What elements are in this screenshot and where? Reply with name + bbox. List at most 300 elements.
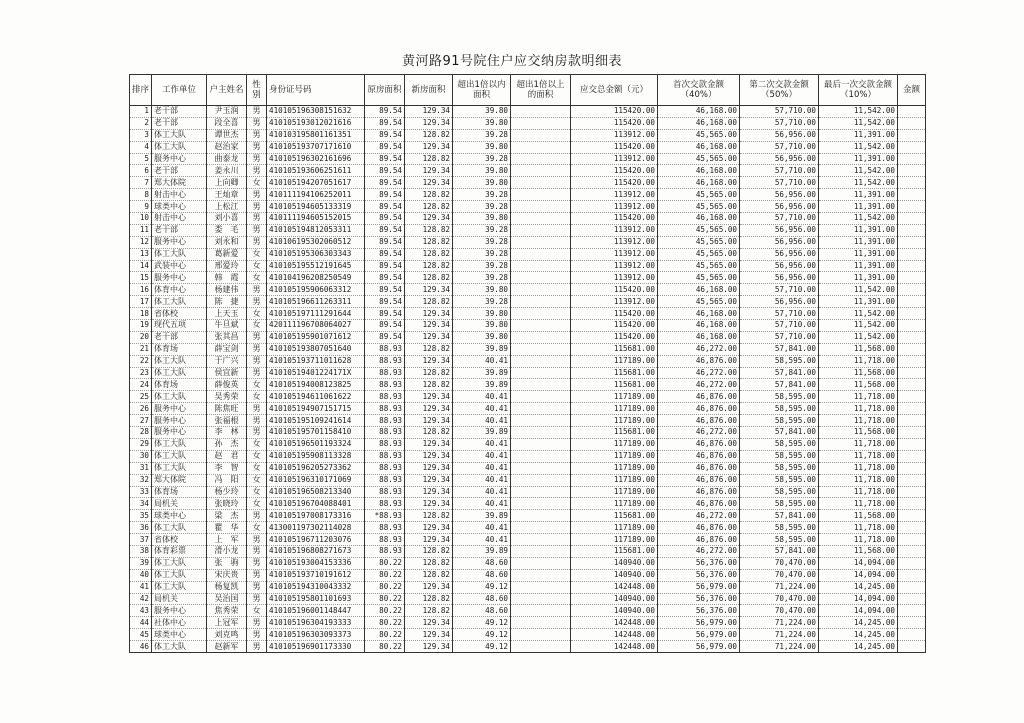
area-above-1x-cell xyxy=(511,308,571,320)
row-seq-cell: 22 xyxy=(130,355,152,367)
id-number-cell: 410105197111291644 xyxy=(267,308,365,320)
amount-cell xyxy=(898,260,926,272)
old-area-cell: 89.54 xyxy=(365,224,405,236)
area-within-1x-cell: 48.60 xyxy=(453,557,511,569)
householder-name-cell: 赵 君 xyxy=(207,450,247,462)
amount-cell xyxy=(898,236,926,248)
amount-cell xyxy=(898,117,926,129)
total-amount-cell: 115681.00 xyxy=(571,510,658,522)
amount-cell xyxy=(898,284,926,296)
first-payment-cell: 46,876.00 xyxy=(658,462,740,474)
householder-name-cell: 韩 霞 xyxy=(207,272,247,284)
second-payment-cell: 57,710.00 xyxy=(740,213,819,225)
id-number-cell: 410105193711011628 xyxy=(267,355,365,367)
old-area-cell: 88.93 xyxy=(365,498,405,510)
table-row xyxy=(130,224,926,236)
work-unit-cell: 体育场 xyxy=(152,379,207,391)
gender-cell: 男 xyxy=(247,189,267,201)
work-unit-cell: 体工大队 xyxy=(152,296,207,308)
table-row xyxy=(130,474,926,486)
area-within-1x-cell: 40.41 xyxy=(453,391,511,403)
gender-cell: 女 xyxy=(247,438,267,450)
gender-cell: 男 xyxy=(247,213,267,225)
area-within-1x-cell: 39.80 xyxy=(453,117,511,129)
second-payment-cell: 57,710.00 xyxy=(740,308,819,320)
document-title: 黄河路91号院住户应交纳房款明细表 xyxy=(401,54,623,69)
row-seq-cell: 33 xyxy=(130,486,152,498)
new-area-cell: 129.34 xyxy=(405,498,453,510)
area-above-1x-cell xyxy=(511,593,571,605)
second-payment-cell: 56,956.00 xyxy=(740,236,819,248)
work-unit-cell: 服务中心 xyxy=(152,403,207,415)
second-payment-cell: 70,470.00 xyxy=(740,557,819,569)
new-area-cell: 129.34 xyxy=(405,213,453,225)
area-within-1x-cell: 39.80 xyxy=(453,141,511,153)
householder-name-cell: 谭世杰 xyxy=(207,129,247,141)
gender-cell: 男 xyxy=(247,534,267,546)
work-unit-cell: 体工大队 xyxy=(152,141,207,153)
amount-cell xyxy=(898,224,926,236)
first-payment-cell: 46,272.00 xyxy=(658,545,740,557)
work-unit-cell: 老干部 xyxy=(152,331,207,343)
second-payment-cell: 58,595.00 xyxy=(740,462,819,474)
final-payment-cell: 11,718.00 xyxy=(819,403,898,415)
id-number-cell: 410105196001148447 xyxy=(267,605,365,617)
householder-name-cell: 陈 捷 xyxy=(207,296,247,308)
old-area-cell: 89.54 xyxy=(365,213,405,225)
area-above-1x-cell xyxy=(511,153,571,165)
first-payment-cell: 46,168.00 xyxy=(658,117,740,129)
area-above-1x-cell xyxy=(511,129,571,141)
area-above-1x-cell xyxy=(511,201,571,213)
area-within-1x-cell: 39.89 xyxy=(453,545,511,557)
gender-cell: 男 xyxy=(247,581,267,593)
second-payment-cell: 57,710.00 xyxy=(740,284,819,296)
amount-cell xyxy=(898,165,926,177)
work-unit-cell: 服务中心 xyxy=(152,427,207,439)
gender-cell: 男 xyxy=(247,415,267,427)
area-within-1x-cell: 39.28 xyxy=(453,296,511,308)
table-row xyxy=(130,177,926,189)
first-payment-cell: 45,565.00 xyxy=(658,224,740,236)
gender-cell: 男 xyxy=(247,557,267,569)
gender-cell: 男 xyxy=(247,427,267,439)
gender-cell: 男 xyxy=(247,641,267,653)
work-unit-cell: 体工大队 xyxy=(152,557,207,569)
final-payment-cell: 11,391.00 xyxy=(819,224,898,236)
id-number-cell: 410103195801161351 xyxy=(267,129,365,141)
table-row xyxy=(130,117,926,129)
area-above-1x-cell xyxy=(511,260,571,272)
area-above-1x-cell xyxy=(511,284,571,296)
amount-cell xyxy=(898,474,926,486)
area-within-1x-cell: 48.60 xyxy=(453,569,511,581)
gender-cell: 女 xyxy=(247,379,267,391)
area-above-1x-cell xyxy=(511,320,571,332)
total-amount-cell: 117189.00 xyxy=(571,522,658,534)
row-seq-cell: 4 xyxy=(130,141,152,153)
total-amount-cell: 117189.00 xyxy=(571,534,658,546)
work-unit-cell: 体育场 xyxy=(152,486,207,498)
new-area-cell: 128.82 xyxy=(405,427,453,439)
total-amount-cell: 117189.00 xyxy=(571,403,658,415)
householder-name-cell: 滑小龙 xyxy=(207,545,247,557)
row-seq-cell: 34 xyxy=(130,498,152,510)
id-number-cell: 410105193012021616 xyxy=(267,117,365,129)
first-payment-cell: 46,168.00 xyxy=(658,177,740,189)
area-above-1x-cell xyxy=(511,438,571,450)
total-amount-cell: 113912.00 xyxy=(571,248,658,260)
area-above-1x-cell xyxy=(511,569,571,581)
total-amount-cell: 117189.00 xyxy=(571,438,658,450)
area-within-1x-cell: 39.80 xyxy=(453,165,511,177)
row-seq-cell: 12 xyxy=(130,236,152,248)
gender-cell: 男 xyxy=(247,545,267,557)
first-payment-cell: 46,168.00 xyxy=(658,331,740,343)
area-above-1x-cell xyxy=(511,343,571,355)
householder-name-cell: 上 军 xyxy=(207,534,247,546)
amount-cell xyxy=(898,641,926,653)
table-row xyxy=(130,593,926,605)
work-unit-cell: 服务中心 xyxy=(152,415,207,427)
row-seq-cell: 38 xyxy=(130,545,152,557)
amount-cell xyxy=(898,391,926,403)
amount-cell xyxy=(898,557,926,569)
second-payment-cell: 71,224.00 xyxy=(740,629,819,641)
area-above-1x-cell xyxy=(511,415,571,427)
id-number-cell: 410105196205273362 xyxy=(267,462,365,474)
table-row xyxy=(130,308,926,320)
id-number-cell: 410105195306303343 xyxy=(267,248,365,260)
total-amount-cell: 117189.00 xyxy=(571,462,658,474)
householder-name-cell: 李 林 xyxy=(207,427,247,439)
second-payment-cell: 71,224.00 xyxy=(740,641,819,653)
area-within-1x-cell: 39.28 xyxy=(453,236,511,248)
area-within-1x-cell: 40.41 xyxy=(453,474,511,486)
amount-cell xyxy=(898,510,926,522)
householder-name-cell: 宋庆贵 xyxy=(207,569,247,581)
area-within-1x-cell: 39.28 xyxy=(453,189,511,201)
row-seq-cell: 20 xyxy=(130,331,152,343)
work-unit-cell: 球类中心 xyxy=(152,510,207,522)
area-within-1x-cell: 39.28 xyxy=(453,272,511,284)
first-payment-cell: 45,565.00 xyxy=(658,296,740,308)
first-payment-cell: 46,168.00 xyxy=(658,284,740,296)
total-amount-cell: 113912.00 xyxy=(571,129,658,141)
col-header: 排序 xyxy=(130,75,152,106)
householder-name-cell: 段全喜 xyxy=(207,117,247,129)
old-area-cell: *88.93 xyxy=(365,510,405,522)
area-above-1x-cell xyxy=(511,462,571,474)
total-amount-cell: 113912.00 xyxy=(571,224,658,236)
second-payment-cell: 58,595.00 xyxy=(740,474,819,486)
amount-cell xyxy=(898,522,926,534)
total-amount-cell: 115681.00 xyxy=(571,545,658,557)
amount-cell xyxy=(898,403,926,415)
householder-name-cell: 张 驹 xyxy=(207,557,247,569)
area-within-1x-cell: 39.80 xyxy=(453,284,511,296)
new-area-cell: 129.34 xyxy=(405,355,453,367)
id-number-cell: 410105194310043332 xyxy=(267,581,365,593)
work-unit-cell: 体工大队 xyxy=(152,438,207,450)
total-amount-cell: 117189.00 xyxy=(571,498,658,510)
row-seq-cell: 29 xyxy=(130,438,152,450)
work-unit-cell: 武装中心 xyxy=(152,260,207,272)
col-header: 原房面积 xyxy=(365,75,405,106)
col-header: 性别 xyxy=(247,75,267,106)
householder-name-cell: 薛俊英 xyxy=(207,379,247,391)
table-row xyxy=(130,534,926,546)
old-area-cell: 88.93 xyxy=(365,462,405,474)
second-payment-cell: 58,595.00 xyxy=(740,522,819,534)
total-amount-cell: 113912.00 xyxy=(571,201,658,213)
householder-name-cell: 杨复凯 xyxy=(207,581,247,593)
final-payment-cell: 11,391.00 xyxy=(819,129,898,141)
area-within-1x-cell: 39.89 xyxy=(453,510,511,522)
new-area-cell: 129.34 xyxy=(405,391,453,403)
id-number-cell: 410105193710191612 xyxy=(267,569,365,581)
area-above-1x-cell xyxy=(511,605,571,617)
table-row xyxy=(130,320,926,332)
first-payment-cell: 46,168.00 xyxy=(658,106,740,118)
gender-cell: 男 xyxy=(247,165,267,177)
final-payment-cell: 11,542.00 xyxy=(819,106,898,118)
first-payment-cell: 46,876.00 xyxy=(658,355,740,367)
householder-name-cell: 赵治家 xyxy=(207,141,247,153)
old-area-cell: 89.54 xyxy=(365,236,405,248)
row-seq-cell: 30 xyxy=(130,450,152,462)
table-row xyxy=(130,438,926,450)
area-within-1x-cell: 40.41 xyxy=(453,438,511,450)
table-row xyxy=(130,189,926,201)
gender-cell: 男 xyxy=(247,510,267,522)
first-payment-cell: 56,979.00 xyxy=(658,617,740,629)
area-above-1x-cell xyxy=(511,117,571,129)
id-number-cell: 410105196704088401 xyxy=(267,498,365,510)
first-payment-cell: 46,876.00 xyxy=(658,391,740,403)
gender-cell: 男 xyxy=(247,569,267,581)
new-area-cell: 128.82 xyxy=(405,343,453,355)
new-area-cell: 129.34 xyxy=(405,474,453,486)
new-area-cell: 129.34 xyxy=(405,641,453,653)
second-payment-cell: 56,956.00 xyxy=(740,296,819,308)
table-row xyxy=(130,236,926,248)
householder-name-cell: 邢爱玲 xyxy=(207,260,247,272)
new-area-cell: 128.82 xyxy=(405,545,453,557)
new-area-cell: 129.34 xyxy=(405,629,453,641)
old-area-cell: 88.93 xyxy=(365,534,405,546)
row-seq-cell: 18 xyxy=(130,308,152,320)
final-payment-cell: 14,094.00 xyxy=(819,569,898,581)
amount-cell xyxy=(898,189,926,201)
total-amount-cell: 142448.00 xyxy=(571,629,658,641)
second-payment-cell: 58,595.00 xyxy=(740,415,819,427)
old-area-cell: 89.54 xyxy=(365,308,405,320)
area-within-1x-cell: 40.41 xyxy=(453,498,511,510)
row-seq-cell: 14 xyxy=(130,260,152,272)
total-amount-cell: 113912.00 xyxy=(571,260,658,272)
table-row xyxy=(130,641,926,653)
area-above-1x-cell xyxy=(511,296,571,308)
householder-name-cell: 王灿章 xyxy=(207,189,247,201)
col-header: 工作单位 xyxy=(152,75,207,106)
new-area-cell: 129.34 xyxy=(405,106,453,118)
table-row xyxy=(130,522,926,534)
area-within-1x-cell: 49.12 xyxy=(453,617,511,629)
gender-cell: 男 xyxy=(247,117,267,129)
old-area-cell: 80.22 xyxy=(365,569,405,581)
final-payment-cell: 11,542.00 xyxy=(819,141,898,153)
second-payment-cell: 70,470.00 xyxy=(740,605,819,617)
second-payment-cell: 57,710.00 xyxy=(740,117,819,129)
final-payment-cell: 11,568.00 xyxy=(819,379,898,391)
final-payment-cell: 11,718.00 xyxy=(819,438,898,450)
second-payment-cell: 58,595.00 xyxy=(740,486,819,498)
area-above-1x-cell xyxy=(511,498,571,510)
first-payment-cell: 56,376.00 xyxy=(658,593,740,605)
id-number-cell: 41010519401224171X xyxy=(267,367,365,379)
new-area-cell: 128.82 xyxy=(405,272,453,284)
new-area-cell: 128.82 xyxy=(405,379,453,391)
first-payment-cell: 45,565.00 xyxy=(658,189,740,201)
total-amount-cell: 115420.00 xyxy=(571,308,658,320)
col-header: 最后一次交款金额（10%） xyxy=(819,75,898,106)
final-payment-cell: 11,568.00 xyxy=(819,545,898,557)
first-payment-cell: 56,376.00 xyxy=(658,605,740,617)
row-seq-cell: 43 xyxy=(130,605,152,617)
first-payment-cell: 46,876.00 xyxy=(658,415,740,427)
first-payment-cell: 46,876.00 xyxy=(658,534,740,546)
row-seq-cell: 40 xyxy=(130,569,152,581)
second-payment-cell: 58,595.00 xyxy=(740,355,819,367)
amount-cell xyxy=(898,331,926,343)
id-number-cell: 420111196708064027 xyxy=(267,320,365,332)
old-area-cell: 88.93 xyxy=(365,486,405,498)
gender-cell: 女 xyxy=(247,248,267,260)
final-payment-cell: 14,245.00 xyxy=(819,641,898,653)
second-payment-cell: 58,595.00 xyxy=(740,498,819,510)
area-above-1x-cell xyxy=(511,403,571,415)
area-within-1x-cell: 39.28 xyxy=(453,260,511,272)
row-seq-cell: 6 xyxy=(130,165,152,177)
id-number-cell: 410105196808271673 xyxy=(267,545,365,557)
first-payment-cell: 46,168.00 xyxy=(658,213,740,225)
area-above-1x-cell xyxy=(511,213,571,225)
householder-name-cell: 娄 毛 xyxy=(207,224,247,236)
amount-cell xyxy=(898,129,926,141)
id-number-cell: 410105196901173330 xyxy=(267,641,365,653)
id-number-cell: 410105196303093373 xyxy=(267,629,365,641)
old-area-cell: 89.54 xyxy=(365,141,405,153)
householder-name-cell: 侯宜新 xyxy=(207,367,247,379)
area-above-1x-cell xyxy=(511,355,571,367)
table-row xyxy=(130,450,926,462)
id-number-cell: 410105196508213340 xyxy=(267,486,365,498)
first-payment-cell: 45,565.00 xyxy=(658,236,740,248)
old-area-cell: 89.54 xyxy=(365,284,405,296)
total-amount-cell: 117189.00 xyxy=(571,486,658,498)
second-payment-cell: 57,710.00 xyxy=(740,165,819,177)
area-within-1x-cell: 39.89 xyxy=(453,427,511,439)
new-area-cell: 128.82 xyxy=(405,605,453,617)
area-within-1x-cell: 40.41 xyxy=(453,462,511,474)
row-seq-cell: 26 xyxy=(130,403,152,415)
work-unit-cell: 服务中心 xyxy=(152,605,207,617)
householder-name-cell: 刘永和 xyxy=(207,236,247,248)
area-within-1x-cell: 40.41 xyxy=(453,486,511,498)
householder-name-cell: 姜永川 xyxy=(207,165,247,177)
old-area-cell: 88.93 xyxy=(365,522,405,534)
table-row xyxy=(130,379,926,391)
old-area-cell: 89.54 xyxy=(365,320,405,332)
gender-cell: 女 xyxy=(247,498,267,510)
total-amount-cell: 115420.00 xyxy=(571,284,658,296)
gender-cell: 男 xyxy=(247,403,267,415)
row-seq-cell: 1 xyxy=(130,106,152,118)
old-area-cell: 89.54 xyxy=(365,117,405,129)
gender-cell: 男 xyxy=(247,629,267,641)
work-unit-cell: 社体中心 xyxy=(152,617,207,629)
second-payment-cell: 56,956.00 xyxy=(740,189,819,201)
area-within-1x-cell: 40.41 xyxy=(453,355,511,367)
work-unit-cell: 老干部 xyxy=(152,224,207,236)
row-seq-cell: 24 xyxy=(130,379,152,391)
householder-name-cell: 冯 阳 xyxy=(207,474,247,486)
final-payment-cell: 11,542.00 xyxy=(819,284,898,296)
new-area-cell: 128.82 xyxy=(405,201,453,213)
work-unit-cell: 体工大队 xyxy=(152,355,207,367)
id-number-cell: 410106195302060512 xyxy=(267,236,365,248)
new-area-cell: 129.34 xyxy=(405,320,453,332)
row-seq-cell: 13 xyxy=(130,248,152,260)
first-payment-cell: 45,565.00 xyxy=(658,129,740,141)
old-area-cell: 80.22 xyxy=(365,581,405,593)
col-header: 首次交款金额（40%） xyxy=(658,75,740,106)
table-row xyxy=(130,462,926,474)
area-above-1x-cell xyxy=(511,474,571,486)
table-row xyxy=(130,355,926,367)
second-payment-cell: 58,595.00 xyxy=(740,450,819,462)
area-within-1x-cell: 40.41 xyxy=(453,415,511,427)
first-payment-cell: 46,168.00 xyxy=(658,320,740,332)
row-seq-cell: 46 xyxy=(130,641,152,653)
old-area-cell: 80.22 xyxy=(365,641,405,653)
gender-cell: 男 xyxy=(247,355,267,367)
work-unit-cell: 球类中心 xyxy=(152,201,207,213)
area-above-1x-cell xyxy=(511,557,571,569)
gender-cell: 女 xyxy=(247,474,267,486)
gender-cell: 女 xyxy=(247,260,267,272)
new-area-cell: 129.34 xyxy=(405,450,453,462)
first-payment-cell: 56,979.00 xyxy=(658,629,740,641)
second-payment-cell: 56,956.00 xyxy=(740,248,819,260)
gender-cell: 男 xyxy=(247,343,267,355)
header-row xyxy=(130,75,926,106)
first-payment-cell: 46,876.00 xyxy=(658,438,740,450)
old-area-cell: 80.22 xyxy=(365,629,405,641)
final-payment-cell: 11,718.00 xyxy=(819,450,898,462)
householder-name-cell: 尹玉润 xyxy=(207,106,247,118)
table-row xyxy=(130,343,926,355)
new-area-cell: 128.82 xyxy=(405,153,453,165)
total-amount-cell: 115420.00 xyxy=(571,213,658,225)
area-above-1x-cell xyxy=(511,106,571,118)
total-amount-cell: 115420.00 xyxy=(571,106,658,118)
gender-cell: 女 xyxy=(247,522,267,534)
row-seq-cell: 45 xyxy=(130,629,152,641)
work-unit-cell: 体工大队 xyxy=(152,248,207,260)
second-payment-cell: 57,841.00 xyxy=(740,545,819,557)
